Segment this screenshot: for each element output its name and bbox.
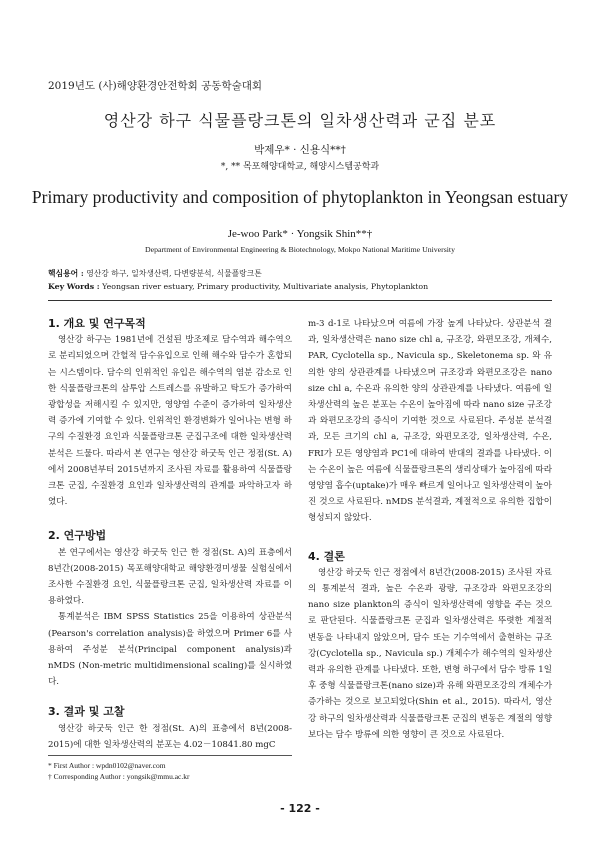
affiliation-english: Department of Environmental Engineering & Biotechnology, Mokpo National Maritime University xyxy=(144,245,455,254)
page-number: - 122 - xyxy=(280,802,320,815)
section-2-paragraph-1: 본 연구에서는 영산강 하굿둑 인근 한 정점(St. A)의 표층에서 8년간(2008-2015) 목포해양대학교 해양환경미생물 실험실에서 조사한 수질환경 요인, 식물플랑크톤 군집, 일차생산력 자료를 이용하였다. xyxy=(48,547,292,607)
conference-header: 2019년도 (사)해양환경안전학회 공동학술대회 xyxy=(48,80,263,92)
section-4-paragraph: 영산강 하굿둑 인근 정점에서 8년간(2008-2015) 조사된 자료의 통계분석 결과, 높은 수온과 광량, 규조강과 와편모조강의 nano size plankton의 증식이 일차생산력에 영향을 주는 것으로 판단된다. 식물플랑크톤 군집과 일차생산력은 뚜렷한 계절적 변동을 나타내지 않았으며, 담수 또는 기수역에서 출현하는 규조강(Cyclotella sp., Navicula sp.) 개체수가 해수역의 일차생산력과 유의한 관계를 나타냈다. 또한, 변형 하구에서 담수 방류 1일 후 중형 식물플랑크톤(nano size)과 유해 와편모조강의 개체수가 증가하는 것으로 보고되었다(Shin et al., 2015). 따라서, 영산강 하구의 일차생산력과 식물플랑크톤 군집의 변동은 계절의 영향보다는 담수 방류에 의한 영향이 큰 것으로 사료된다. xyxy=(308,567,552,740)
section-1-paragraph: 영산강 하구는 1981년에 건설된 방조제로 담수역과 해수역으로 분리되었으며 간헐적 담수유입으로 인해 해수와 담수가 혼합되는 시스템이다. 담수의 인위적인 유입은 해수역의 염분 감소로 인한 식물플랑크톤의 삼투압 스트레스를 유발하고 탁도가 증가하여 광합성을 저해시킬 수 있지만, 영양염 수준이 증가하여 일차생산력 증가에 기여할 수 있다. 인위적인 환경변화가 일어나는 변형 하구의 수질환경 요인과 식물플랑크톤 군집구조에 대한 일차생산력분석은 드물다. 따라서 본 연구는 영산강 하굿둑 인근 정점(St. A)에서 2008년부터 2015년까지 조사된 자료를 활용하여 식물플랑크톤 군집, 수질환경 요인과 일차생산력의 관계를 파악하고자 하였다. xyxy=(48,335,292,508)
keywords-korean xyxy=(48,268,262,279)
keywords-english xyxy=(48,282,428,291)
results-paragraph: m-3 d-1로 나타났으며 여름에 가장 높게 나타났다. 상관분석 결과, 일차생산력은 nano size chl a, 규조강, 와편모조강, 개체수, PAR, Cyclotella sp., Navicula sp., Skeletonema sp. 와 유의한 양의 상관관계를 나타냈으며 규조강과 와편모조강은 nano size chl a, 수온과 유의한 양의 상관관계를 나타냈다. 여름에 일차생산력의 높은 분포는 수온이 높아짐에 따라 nano size 규조강과 와편모조강의 증식이 기여한 것으로 사료된다. 주성분 분석결과, 모든 크기의 chl a, 규조강, 와편모조강, 일차생산력, 수온, FRI가 모든 영양염과 PC1에 대하여 반대의 결과를 나타냈다. 이는 수온이 높은 여름에 식물플랑크톤의 생리상태가 높아짐에 따라 영양염 흡수(uptake)가 매우 빠르게 일어나고 일차생산력이 높아진 것으로 사료된다. nMDS 분석결과, 계절적으로 유의한 집합이 형성되지 않았다. xyxy=(308,319,552,524)
divider-line xyxy=(48,300,552,301)
section-2-title: 2. 연구방법 xyxy=(48,529,107,543)
keywords-english-label: Key Words : xyxy=(48,282,100,291)
section-4-title: 4. 결론 xyxy=(308,549,345,563)
affiliation-korean: *, ** 목포해양대학교, 해양시스템공학과 xyxy=(220,162,380,172)
section-3-paragraph: 영산강 하굿둑 인근 한 정점(St. A)의 표층에서 8년(2008-2015)에 대한 일차생산력의 분포는 4.02－10841.80 mgC xyxy=(48,723,292,750)
title-english: Primary productivity and composition of phytoplankton in Yeongsan estuary xyxy=(31,187,569,207)
left-column xyxy=(48,316,292,753)
section-1-title: 1. 개요 및 연구목적 xyxy=(48,317,146,330)
authors-english: Je-woo Park* · Yongsik Shin**† xyxy=(227,228,373,240)
authors-korean: 박제우* · 신용식**† xyxy=(254,144,346,156)
right-column xyxy=(308,316,552,743)
footnote-divider xyxy=(48,755,292,756)
footnote-corresponding-author: † Corresponding Author : yongsik@mmu.ac.kr xyxy=(48,772,190,781)
section-2-paragraph-2: 통계분석은 IBM SPSS Statistics 25을 이용하여 상관분석(Pearson's correlation analysis)을 하였으며 Primer 6를 사용하여 주성분 분석(Principal component analysis)과 nMDS (Non-metric multidimensional scaling)를 실시하였다. xyxy=(48,612,292,688)
section-3-title: 3. 결과 및 고찰 xyxy=(48,705,125,719)
keywords-korean-text: 영산강 하구, 일차생산력, 다변량분석, 식물플랑크톤 xyxy=(86,269,262,278)
title-korean: 영산강 하구 식물플랑크톤의 일차생산력과 군집 분포 xyxy=(103,111,497,130)
keywords-korean-label: 핵심용어 : xyxy=(48,269,84,278)
footnote-first-author: * First Author : wpdn0102@naver.com xyxy=(48,761,166,770)
keywords-english-text: Yeongsan river estuary, Primary productivity, Multivariate analysis, Phytoplankton xyxy=(102,282,429,291)
